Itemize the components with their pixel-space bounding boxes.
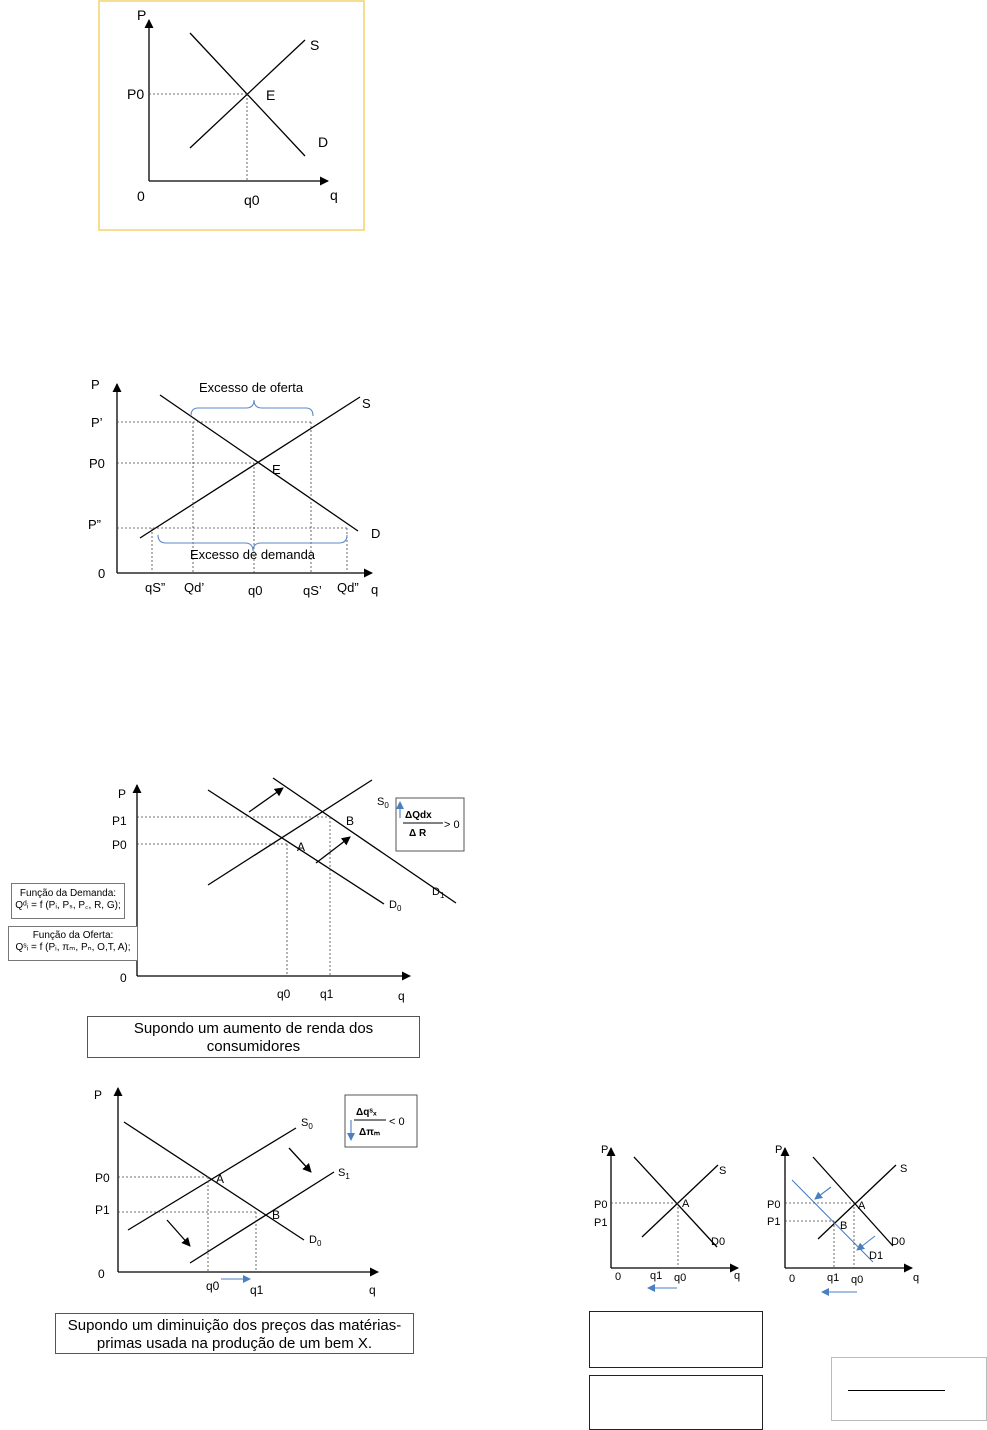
p-axis-label: P <box>775 1144 783 1156</box>
supply-curve-s1 <box>190 1172 334 1263</box>
demand-shift-diagram <box>112 778 464 1003</box>
shift-arrow-right <box>289 1148 311 1172</box>
origin-label: 0 <box>137 188 145 204</box>
point-a-label: A <box>297 840 306 854</box>
income-caption-text: Supondo um aumento de renda dos consumidores <box>133 1020 374 1055</box>
supply-label: S <box>719 1165 727 1177</box>
supply-s0-label: $S_0$ <box>377 796 389 810</box>
q1-label: q1 <box>650 1270 663 1282</box>
equilibrium-diagram <box>99 1 364 230</box>
supply-s0-label: $S_0$ <box>301 1117 313 1131</box>
demand-d0-label: $D_0$ <box>309 1234 322 1248</box>
empty-box-top <box>589 1311 763 1368</box>
q0-label: q0 <box>206 1279 220 1293</box>
equilibrium-label: E <box>266 87 276 103</box>
q1-label: q1 <box>250 1283 264 1297</box>
qd-high-label: Qd’ <box>184 580 205 595</box>
p0-label: P0 <box>95 1171 110 1185</box>
q0-label: q0 <box>244 192 260 208</box>
point-a-label: A <box>858 1200 866 1212</box>
point-a-label: A <box>682 1198 690 1210</box>
qs-low-label: qS” <box>145 580 166 595</box>
p-low-label: P” <box>88 517 101 532</box>
supply-curve <box>140 397 360 538</box>
q-axis-label: q <box>913 1272 920 1284</box>
demand-label: D <box>318 134 329 150</box>
excess-demand-label: Excesso de demanda <box>190 547 316 562</box>
shift-arrow-bottom <box>857 1236 875 1250</box>
income-caption-box <box>87 1016 420 1058</box>
p0-label: P0 <box>594 1199 608 1211</box>
raw-material-caption-box <box>55 1313 414 1354</box>
shift-arrow-top <box>815 1187 831 1199</box>
formula-denominator: Δπₘ <box>359 1127 381 1138</box>
supply-label: S <box>362 396 371 411</box>
formula-relation: < 0 <box>389 1116 405 1128</box>
formula-denominator: Δ R <box>409 828 427 839</box>
p-axis-label: P <box>94 1088 103 1102</box>
q-axis-label: q <box>371 582 379 597</box>
supply-label: S <box>310 37 320 53</box>
demand-curve-d1 <box>792 1180 873 1262</box>
raw-material-caption-text: Supondo um diminuição dos preços das matérias-primas usada na produção de um bem X. <box>67 1317 402 1352</box>
formula-relation: > 0 <box>444 819 460 831</box>
point-a-label: A <box>216 1172 225 1186</box>
p-high-label: P’ <box>91 415 103 430</box>
q-axis-label: q <box>734 1270 741 1282</box>
qd-low-label: Qd” <box>337 580 359 595</box>
origin-label: 0 <box>98 566 106 581</box>
supply-label: S <box>900 1163 908 1175</box>
empty-box-bottom <box>589 1375 763 1430</box>
point-b-label: B <box>346 814 355 828</box>
fraction-line <box>848 1390 945 1391</box>
small-right-diagram <box>767 1144 919 1292</box>
demand-function-box <box>11 883 125 919</box>
supply-curve <box>642 1165 718 1237</box>
p0-label: P0 <box>767 1199 781 1211</box>
demand-d0-label: D0 <box>891 1236 906 1248</box>
supply-s1-label: $S_1$ <box>338 1167 350 1181</box>
excess-supply-label: Excesso de oferta <box>199 380 304 395</box>
small-left-diagram <box>594 1144 740 1288</box>
demand-function-formula: Qᵈᵢ = f (Pᵢ, Pₛ, P꜀, R, G); <box>15 900 121 911</box>
origin-label: 0 <box>120 971 127 985</box>
shift-arrow-left <box>167 1220 190 1246</box>
supply-curve-s0 <box>208 780 372 885</box>
p0-label: P0 <box>89 456 105 471</box>
supply-function-formula: Qˢᵢ = f (Pᵢ, πₘ, Pₙ, O,T, A); <box>15 942 131 953</box>
demand-label: D <box>371 526 381 541</box>
p-axis-label: P <box>137 7 147 23</box>
demand-d0-label: $D_0$ <box>389 899 402 913</box>
demand-d1-label: $D_1$ <box>432 886 445 900</box>
p-axis-label: P <box>118 787 127 801</box>
supply-shift-diagram <box>94 1088 417 1297</box>
point-b-label: B <box>272 1208 281 1222</box>
shift-arrow-top <box>249 788 283 812</box>
excess-diagram <box>88 377 380 598</box>
equilibrium-label: E <box>272 462 281 477</box>
demand-label: D0 <box>711 1236 726 1248</box>
q0-label: q0 <box>277 987 291 1001</box>
q0-label: q0 <box>674 1272 687 1284</box>
demand-d1-label: D1 <box>869 1250 884 1262</box>
shift-arrow-mid <box>316 837 350 863</box>
formula-box <box>345 1095 417 1147</box>
demand-function-title: Função da Demanda: <box>19 888 117 899</box>
supply-function-box <box>8 926 138 961</box>
origin-label: 0 <box>789 1273 796 1285</box>
origin-label: 0 <box>615 1271 622 1283</box>
p1-label: P1 <box>594 1217 608 1229</box>
point-b-label: B <box>840 1220 848 1232</box>
fraction-box <box>831 1357 987 1421</box>
q1-label: q1 <box>320 987 334 1001</box>
formula-numerator: Δqˢₓ <box>356 1107 377 1118</box>
p-axis-label: P <box>601 1144 609 1156</box>
p1-label: P1 <box>95 1203 110 1217</box>
p0-label: P0 <box>112 838 127 852</box>
q0-label: q0 <box>851 1274 864 1286</box>
demand-curve-d0 <box>208 790 384 904</box>
q-axis-label: q <box>369 1283 376 1297</box>
origin-label: 0 <box>98 1267 105 1281</box>
qs-high-label: qS’ <box>303 583 322 598</box>
p1-label: P1 <box>112 814 127 828</box>
p0-label: P0 <box>127 86 145 102</box>
formula-numerator: ΔQdx <box>405 810 432 821</box>
excess-supply-brace <box>191 400 313 416</box>
q-axis-label: q <box>398 989 405 1003</box>
p1-label: P1 <box>767 1216 781 1228</box>
q-axis-label: q <box>330 187 338 203</box>
p-axis-label: P <box>91 377 100 392</box>
q1-label: q1 <box>827 1272 840 1284</box>
supply-function-title: Função da Oferta: <box>32 930 114 941</box>
q0-label: q0 <box>248 583 263 598</box>
